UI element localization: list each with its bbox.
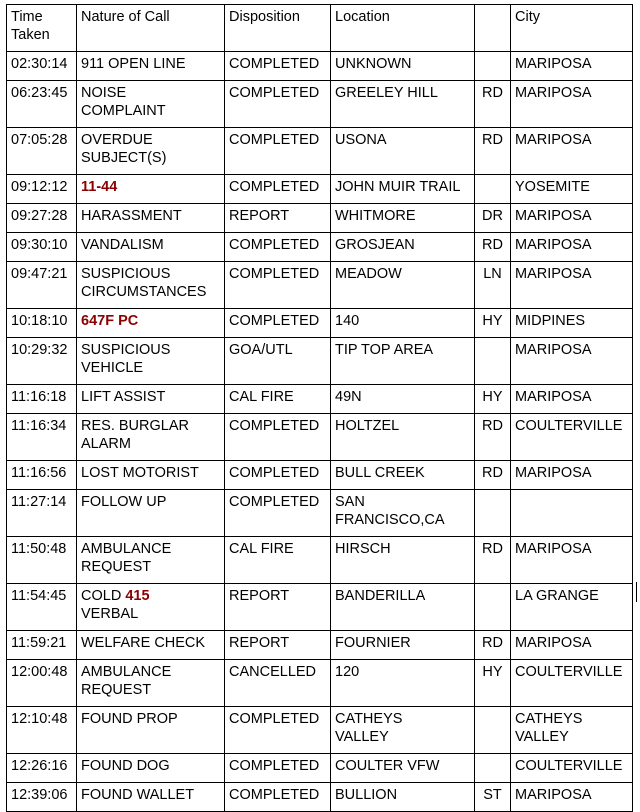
cell-disposition: COMPLETED [225, 490, 331, 537]
cell-city: MARIPOSA [511, 385, 633, 414]
table-row [7, 338, 633, 385]
cell-location: TIP TOP AREA [331, 338, 475, 385]
cell-city: MARIPOSA [511, 262, 633, 309]
header-suffix [475, 5, 511, 52]
table-row [7, 631, 633, 660]
cell-location: BANDERILLA [331, 584, 475, 631]
header-location: Location [331, 5, 475, 52]
table-row [7, 537, 633, 584]
cell-location: SAN FRANCISCO,CA [331, 490, 475, 537]
table-row [7, 52, 633, 81]
cell-location: HOLTZEL [331, 414, 475, 461]
cell-time-taken: 11:50:48 [7, 537, 77, 584]
cell-time-taken: 12:39:06 [7, 783, 77, 812]
table-row [7, 204, 633, 233]
nature-text: 911 OPEN LINE [81, 56, 186, 72]
cell-time-taken: 10:18:10 [7, 309, 77, 338]
cell-city: COULTERVILLE [511, 660, 633, 707]
nature-text: WELFARE CHECK [81, 635, 206, 651]
cell-nature-of-call [77, 631, 225, 660]
cell-disposition: COMPLETED [225, 81, 331, 128]
cell-location: HIRSCH [331, 537, 475, 584]
cell-disposition: REPORT [225, 204, 331, 233]
nature-text: VANDALISM [81, 237, 164, 253]
table-row [7, 490, 633, 537]
cell-city: MARIPOSA [511, 537, 633, 584]
cell-city: MARIPOSA [511, 233, 633, 262]
cell-time-taken: 09:27:28 [7, 204, 77, 233]
call-code: 647F PC [81, 313, 139, 329]
cell-time-taken: 09:47:21 [7, 262, 77, 309]
table-row [7, 175, 633, 204]
cell-city: MARIPOSA [511, 631, 633, 660]
cell-street-suffix [475, 52, 511, 81]
cell-street-suffix: RD [475, 461, 511, 490]
cell-time-taken: 11:16:56 [7, 461, 77, 490]
cell-nature-of-call [77, 309, 225, 338]
cell-city: YOSEMITE [511, 175, 633, 204]
cell-nature-of-call [77, 128, 225, 175]
call-code: 415 [125, 588, 150, 604]
table-row [7, 660, 633, 707]
header-city: City [511, 5, 633, 52]
header-nature-of-call: Nature of Call [77, 5, 225, 52]
nature-text: LOST MOTORIST [81, 465, 199, 481]
cell-street-suffix: LN [475, 262, 511, 309]
cell-city [511, 490, 633, 537]
table-row [7, 754, 633, 783]
cell-time-taken: 11:54:45 [7, 584, 77, 631]
cell-disposition: REPORT [225, 584, 331, 631]
nature-text-cont: VERBAL [81, 606, 139, 622]
cell-location: CATHEYS VALLEY [331, 707, 475, 754]
call-log-table [6, 4, 633, 812]
cell-street-suffix: RD [475, 81, 511, 128]
cell-nature-of-call [77, 204, 225, 233]
cell-disposition: COMPLETED [225, 128, 331, 175]
cell-time-taken: 11:27:14 [7, 490, 77, 537]
header-disposition: Disposition [225, 5, 331, 52]
cell-disposition: COMPLETED [225, 262, 331, 309]
cell-disposition: COMPLETED [225, 783, 331, 812]
cell-city: MARIPOSA [511, 204, 633, 233]
cell-nature-of-call [77, 414, 225, 461]
cell-city: MIDPINES [511, 309, 633, 338]
cell-location: JOHN MUIR TRAIL [331, 175, 475, 204]
cell-disposition: COMPLETED [225, 754, 331, 783]
table-row [7, 461, 633, 490]
cell-city: MARIPOSA [511, 338, 633, 385]
cell-location: WHITMORE [331, 204, 475, 233]
table-row [7, 707, 633, 754]
cell-disposition: CAL FIRE [225, 537, 331, 584]
cell-street-suffix: HY [475, 309, 511, 338]
cell-street-suffix [475, 338, 511, 385]
cell-city: MARIPOSA [511, 128, 633, 175]
cell-disposition: GOA/UTL [225, 338, 331, 385]
cell-street-suffix: RD [475, 631, 511, 660]
nature-text: FOUND PROP [81, 711, 178, 727]
cell-nature-of-call [77, 584, 225, 631]
cell-nature-of-call [77, 233, 225, 262]
cell-disposition: COMPLETED [225, 309, 331, 338]
table-row [7, 309, 633, 338]
cell-disposition: COMPLETED [225, 175, 331, 204]
cell-time-taken: 11:16:34 [7, 414, 77, 461]
cell-disposition: COMPLETED [225, 233, 331, 262]
cell-disposition: CAL FIRE [225, 385, 331, 414]
cell-time-taken: 12:26:16 [7, 754, 77, 783]
nature-text: FOUND DOG [81, 758, 170, 774]
nature-text: OVERDUE SUBJECT(S) [81, 132, 167, 166]
cell-location: GREELEY HILL [331, 81, 475, 128]
cell-street-suffix [475, 490, 511, 537]
cell-time-taken: 12:00:48 [7, 660, 77, 707]
cell-street-suffix: RD [475, 537, 511, 584]
cell-location: COULTER VFW [331, 754, 475, 783]
cell-disposition: REPORT [225, 631, 331, 660]
cell-nature-of-call [77, 783, 225, 812]
table-row [7, 783, 633, 812]
cell-street-suffix [475, 707, 511, 754]
nature-text: FOLLOW UP [81, 494, 167, 510]
table-row [7, 414, 633, 461]
nature-text: SUSPICIOUS VEHICLE [81, 342, 171, 376]
cell-nature-of-call [77, 385, 225, 414]
cell-nature-of-call [77, 175, 225, 204]
cell-nature-of-call [77, 537, 225, 584]
cell-time-taken: 09:30:10 [7, 233, 77, 262]
cell-nature-of-call [77, 660, 225, 707]
cell-street-suffix: DR [475, 204, 511, 233]
cell-disposition: COMPLETED [225, 52, 331, 81]
cell-time-taken: 07:05:28 [7, 128, 77, 175]
cell-location: 120 [331, 660, 475, 707]
cell-time-taken: 09:12:12 [7, 175, 77, 204]
cell-disposition: COMPLETED [225, 461, 331, 490]
table-row [7, 233, 633, 262]
cell-location: BULL CREEK [331, 461, 475, 490]
nature-text: LIFT ASSIST [81, 389, 166, 405]
cell-disposition: CANCELLED [225, 660, 331, 707]
nature-text: RES. BURGLAR ALARM [81, 418, 189, 452]
header-time-taken: Time Taken [7, 5, 77, 52]
cell-nature-of-call [77, 338, 225, 385]
cell-location: 140 [331, 309, 475, 338]
cell-street-suffix: ST [475, 783, 511, 812]
cell-location: MEADOW [331, 262, 475, 309]
cell-time-taken: 02:30:14 [7, 52, 77, 81]
cell-street-suffix [475, 584, 511, 631]
cell-street-suffix [475, 754, 511, 783]
cell-time-taken: 10:29:32 [7, 338, 77, 385]
cell-nature-of-call [77, 490, 225, 537]
cell-disposition: COMPLETED [225, 707, 331, 754]
nature-text: HARASSMENT [81, 208, 182, 224]
cell-location: USONA [331, 128, 475, 175]
cell-location: GROSJEAN [331, 233, 475, 262]
cell-city: COULTERVILLE [511, 414, 633, 461]
cell-city: MARIPOSA [511, 461, 633, 490]
nature-text: COLD [81, 588, 126, 604]
cell-street-suffix: RD [475, 233, 511, 262]
cell-street-suffix: HY [475, 385, 511, 414]
table-row [7, 385, 633, 414]
cell-nature-of-call [77, 52, 225, 81]
nature-text: FOUND WALLET [81, 787, 195, 803]
cell-city: CATHEYS VALLEY [511, 707, 633, 754]
cell-location: 49N [331, 385, 475, 414]
cell-location: BULLION [331, 783, 475, 812]
cell-nature-of-call [77, 81, 225, 128]
table-row [7, 584, 633, 631]
cell-time-taken: 11:16:18 [7, 385, 77, 414]
cell-city: MARIPOSA [511, 81, 633, 128]
edge-mark [636, 582, 637, 602]
cell-city: COULTERVILLE [511, 754, 633, 783]
cell-time-taken: 11:59:21 [7, 631, 77, 660]
cell-time-taken: 06:23:45 [7, 81, 77, 128]
cell-city: MARIPOSA [511, 52, 633, 81]
cell-street-suffix: HY [475, 660, 511, 707]
cell-location: UNKNOWN [331, 52, 475, 81]
cell-disposition: COMPLETED [225, 414, 331, 461]
cell-nature-of-call [77, 461, 225, 490]
table-row [7, 262, 633, 309]
cell-city: MARIPOSA [511, 783, 633, 812]
cell-street-suffix: RD [475, 128, 511, 175]
nature-text: AMBULANCE REQUEST [81, 541, 172, 575]
cell-street-suffix: RD [475, 414, 511, 461]
nature-text: NOISE COMPLAINT [81, 85, 166, 119]
call-code: 11-44 [81, 179, 118, 195]
table-row [7, 128, 633, 175]
table-row [7, 81, 633, 128]
cell-street-suffix [475, 175, 511, 204]
nature-text: AMBULANCE REQUEST [81, 664, 172, 698]
cell-location: FOURNIER [331, 631, 475, 660]
cell-nature-of-call [77, 754, 225, 783]
cell-time-taken: 12:10:48 [7, 707, 77, 754]
header-row [7, 5, 633, 52]
nature-text: SUSPICIOUS CIRCUMSTANCES [81, 266, 207, 300]
cell-city: LA GRANGE [511, 584, 633, 631]
cell-nature-of-call [77, 262, 225, 309]
cell-nature-of-call [77, 707, 225, 754]
